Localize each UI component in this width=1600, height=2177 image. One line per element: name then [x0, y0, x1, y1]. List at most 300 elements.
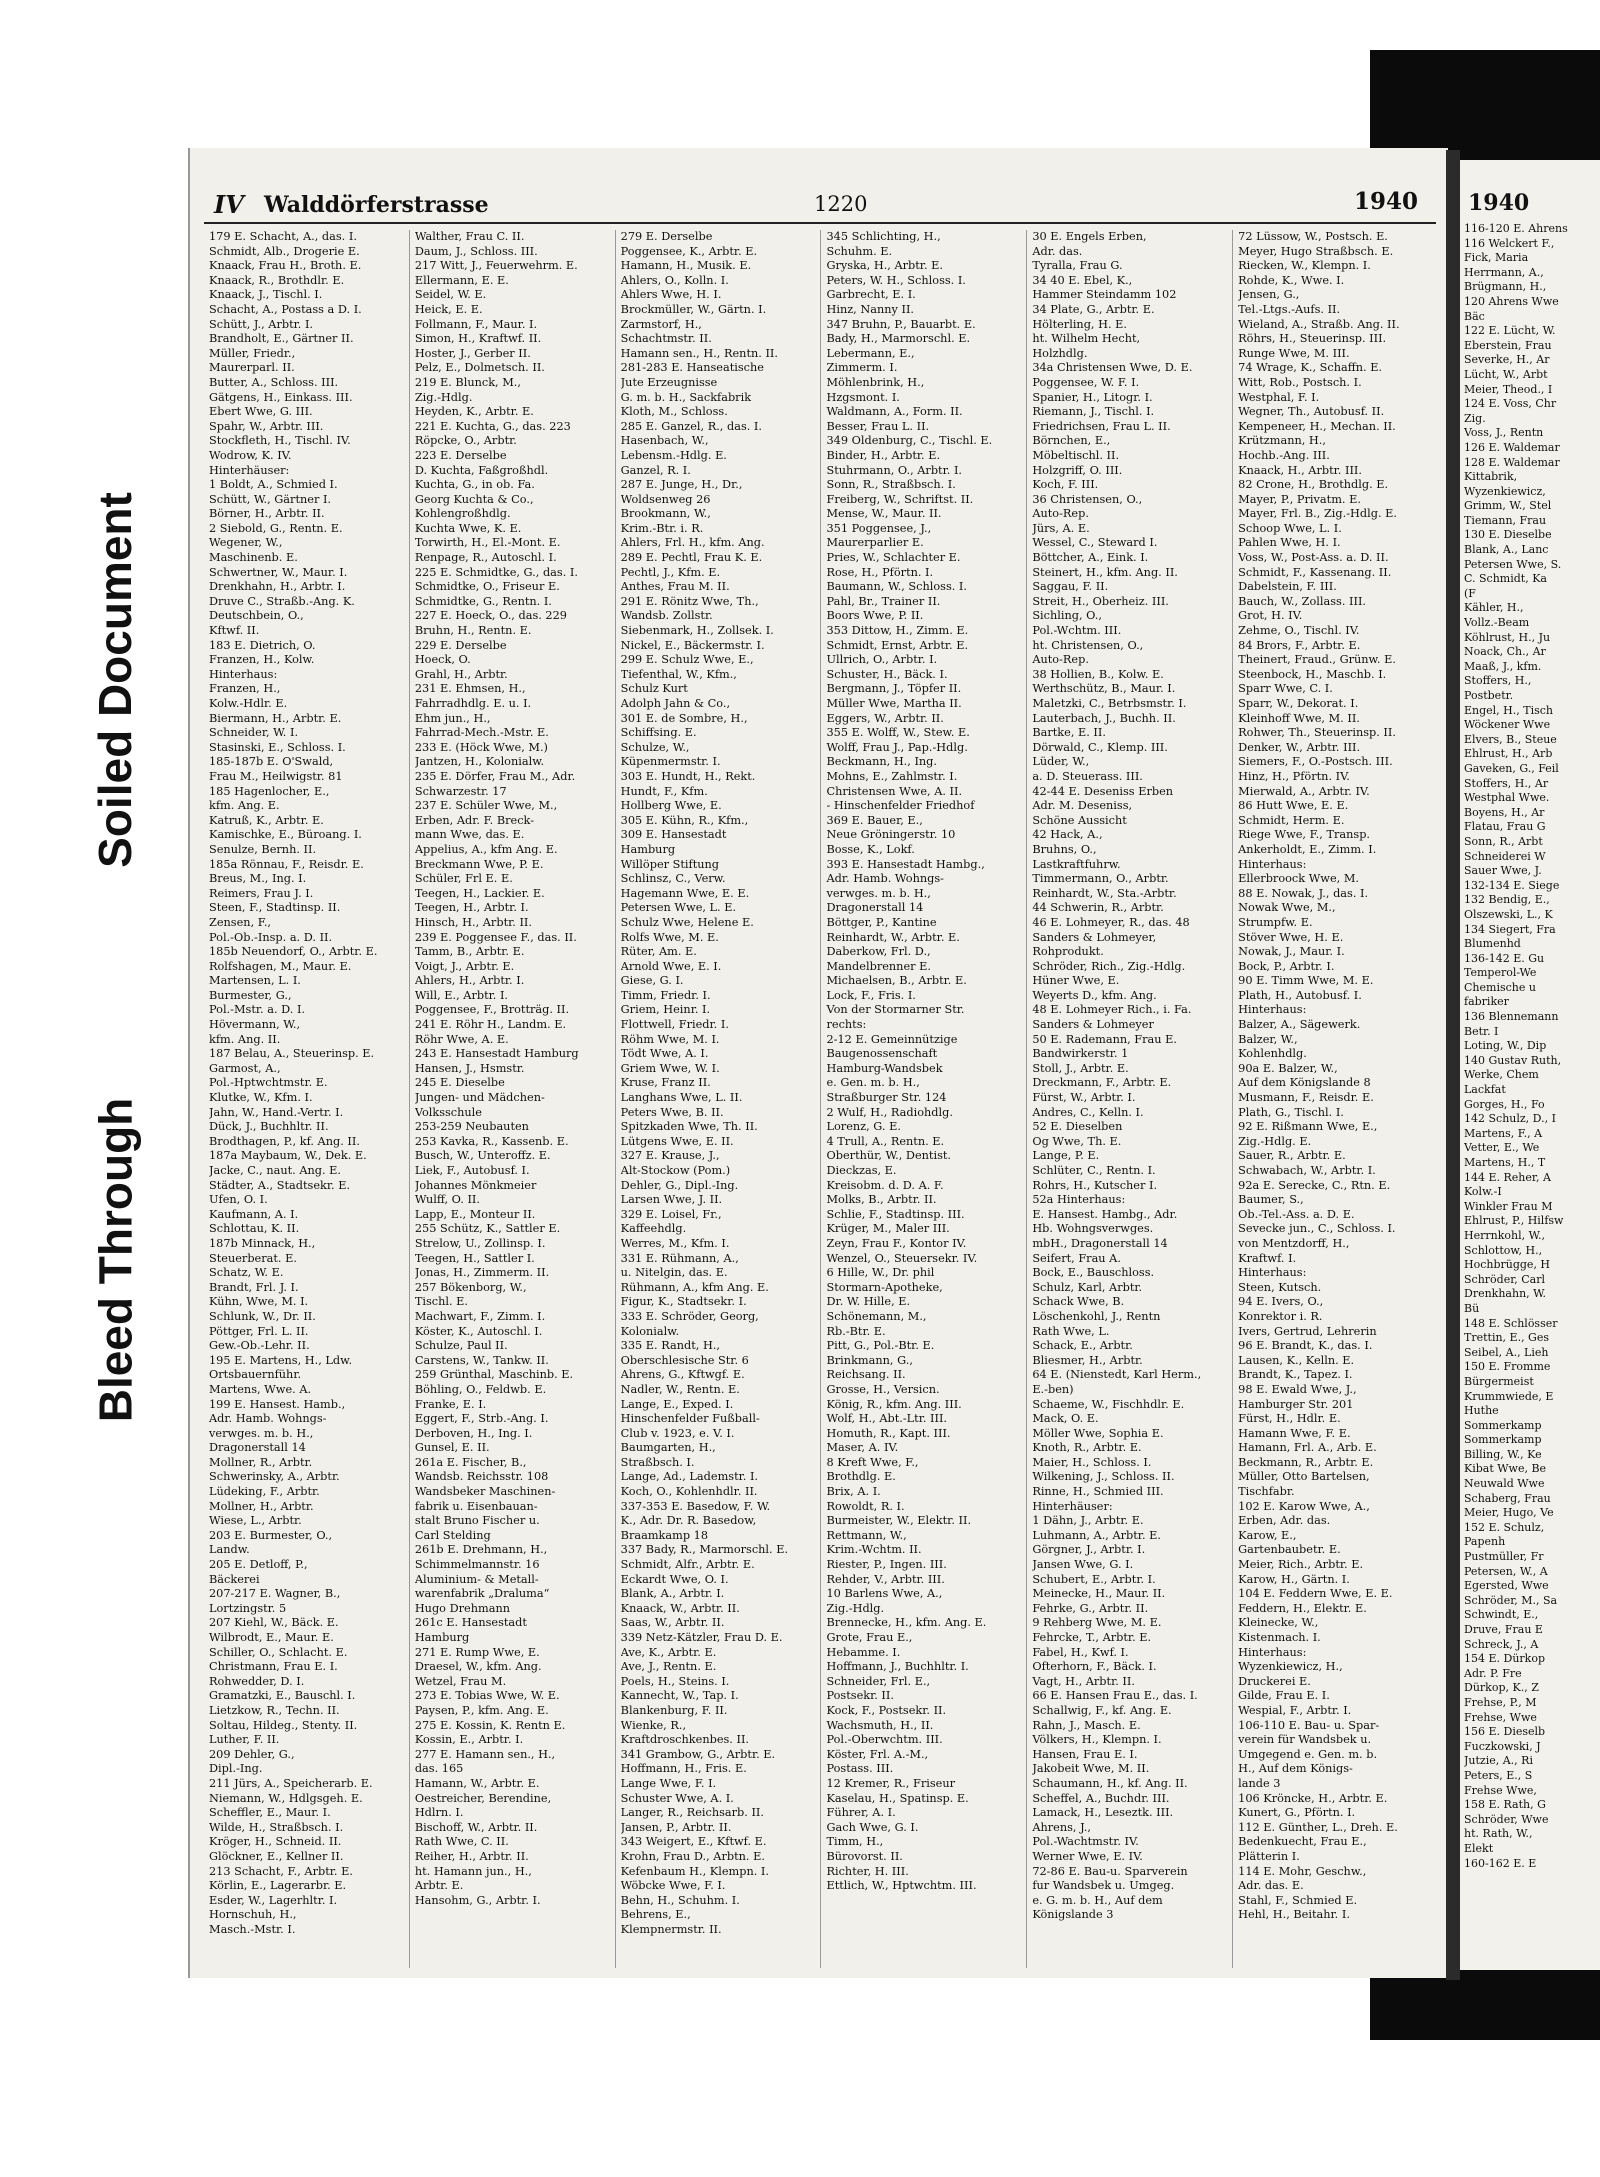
directory-entry: Kaselau, H., Spatinsp. E.: [826, 1791, 969, 1805]
directory-entry: Krohn, Frau D., Arbtn. E.: [620, 1849, 765, 1863]
directory-entry: Renpage, R., Autoschl. I.: [414, 551, 557, 565]
directory-entry: Wodrow, K. IV.: [209, 448, 292, 462]
directory-entry: Schlottau, K. II.: [209, 1222, 300, 1236]
directory-entry: 2 Siebold, G., Rentn. E.: [209, 521, 343, 535]
directory-entry: Knaack, Frau H., Broth. E.: [209, 259, 362, 273]
directory-entry: Schmidt, Alb., Drogerie E.: [209, 244, 360, 258]
directory-entry: Ave, K., Arbtr. E.: [620, 1645, 717, 1659]
directory-entry: Beckmann, H., Ing.: [826, 755, 938, 769]
directory-entry: 179 E. Schacht, A., das. I.: [209, 230, 357, 243]
directory-entry: Mack, O. E.: [1032, 1412, 1099, 1426]
directory-entry: Wiese, L., Arbtr.: [209, 1514, 302, 1528]
directory-entry: 227 E. Hoeck, O., das. 229: [414, 609, 567, 623]
directory-entry: Carstens, W., Tankw. II.: [414, 1353, 549, 1367]
directory-entry: Jonas, H., Zimmerm. II.: [414, 1266, 550, 1280]
adjacent-entry: Tiemann, Frau: [1464, 513, 1547, 527]
directory-entry: Auto-Rep.: [1032, 507, 1089, 521]
directory-entry: Erben, Adr. das.: [1238, 1514, 1331, 1528]
directory-entry: Hollberg Wwe, E.: [620, 799, 722, 813]
directory-entry: Schmidtke, O., Friseur E.: [414, 580, 560, 594]
adjacent-entry: 128 E. Waldemar: [1464, 455, 1560, 469]
address-column: [1027, 230, 1233, 1968]
directory-entry: Kftwf. II.: [209, 624, 260, 638]
columns-container: [204, 230, 1438, 1968]
adjacent-entry: Frehse, Wwe: [1464, 1710, 1537, 1724]
address-column: [616, 230, 822, 1968]
directory-entry: Körlin, E., Lagerarbr. E.: [209, 1879, 347, 1893]
directory-entry: Willöper Stiftung: [620, 857, 720, 871]
directory-entry: Hoeck, O.: [414, 653, 471, 667]
directory-entry: Maletzki, C., Betrbsmstr. I.: [1032, 697, 1187, 710]
directory-entry: Schütt, J., Arbtr. I.: [209, 317, 314, 331]
adjacent-entry: Wöckener Wwe: [1464, 718, 1551, 732]
directory-entry: Lauterbach, J., Buchh. II.: [1032, 711, 1176, 725]
directory-entry: 345 Schlichting, H.,: [826, 230, 941, 243]
directory-entry: Maurerparl. II.: [209, 361, 295, 375]
directory-entry: Erben, Adr. F. Breck-: [414, 813, 535, 827]
directory-entry: Grahl, H., Arbtr.: [414, 667, 508, 681]
directory-entry: Völkers, H., Klempn. I.: [1032, 1733, 1162, 1747]
directory-entry: Lorenz, G. E.: [826, 1120, 901, 1134]
directory-entry: Pol.-Ob.-Insp. a. D. II.: [209, 930, 333, 944]
directory-entry: Ahlers, H., Arbtr. I.: [414, 974, 525, 988]
directory-entry: Rb.-Btr. E.: [826, 1324, 886, 1338]
directory-entry: Schimmelmannstr. 16: [414, 1558, 540, 1572]
directory-entry: e. G. m. b. H., Auf dem: [1032, 1893, 1163, 1907]
directory-entry: Eggert, F., Strb.-Ang. I.: [414, 1412, 549, 1426]
directory-entry: Bergmann, J., Töpfer II.: [826, 682, 962, 696]
directory-entry: Tödt Wwe, A. I.: [620, 1047, 709, 1061]
directory-entry: Reiher, H., Arbtr. II.: [414, 1849, 529, 1863]
directory-entry: 92 E. Rißmann Wwe, E.,: [1238, 1120, 1378, 1134]
directory-entry: Strumpfw. E.: [1238, 915, 1313, 929]
directory-entry: Sichling, O.,: [1032, 609, 1102, 623]
directory-entry: 309 E. Hansestadt: [620, 828, 727, 842]
directory-entry: 349 Oldenburg, C., Tischl. E.: [826, 434, 993, 448]
directory-entry: Gach Wwe, G. I.: [826, 1820, 919, 1834]
directory-entry: Brockmüller, W., Gärtn. I.: [620, 302, 767, 316]
directory-entry: Derboven, H., Ing. I.: [414, 1426, 533, 1440]
directory-entry: Rolfs Wwe, M. E.: [620, 930, 719, 944]
directory-entry: Schack, E., Arbtr.: [1032, 1339, 1133, 1353]
directory-entry: Schönemann, M.,: [826, 1309, 927, 1323]
directory-entry: Hochb.-Ang. III.: [1238, 448, 1330, 462]
adjacent-entry: 124 E. Voss, Chr: [1464, 397, 1557, 411]
directory-entry: Kuchta Wwe, K. E.: [414, 521, 522, 535]
directory-entry: Knaack, J., Tischl. I.: [209, 288, 323, 302]
directory-entry: Meyer, Hugo Straßbsch. E.: [1238, 244, 1394, 258]
directory-entry: E.-ben): [1032, 1382, 1074, 1396]
adjacent-entry: Drenkhahn, W.: [1464, 1287, 1547, 1301]
directory-entry: Bartke, E. II.: [1032, 726, 1106, 740]
adjacent-entry: Betr. I: [1464, 1024, 1499, 1038]
directory-entry: Westphal, F. I.: [1238, 390, 1320, 404]
directory-entry: 74 Wrage, K., Schaffn. E.: [1238, 361, 1383, 375]
directory-entry: 331 E. Rühmann, A.,: [620, 1251, 739, 1265]
directory-entry: Schwerinsky, A., Arbtr.: [209, 1470, 340, 1484]
directory-entry: Möhlenbrink, H.,: [826, 375, 925, 389]
directory-entry: 393 E. Hansestadt Hambg.,: [826, 857, 985, 871]
directory-entry: 235 E. Dörfer, Frau M., Adr.: [414, 769, 576, 783]
directory-entry: Saas, W., Arbtr. II.: [620, 1616, 725, 1630]
directory-entry: a. D. Steuerass. III.: [1032, 769, 1143, 783]
directory-entry: Teegen, H., Sattler I.: [414, 1251, 535, 1265]
directory-entry: Og Wwe, Th. E.: [1032, 1134, 1122, 1148]
directory-entry: Pitt, G., Pol.-Btr. E.: [826, 1339, 935, 1353]
adjacent-entry: Papenh: [1464, 1535, 1506, 1549]
directory-entry: Ahrens, J.,: [1032, 1820, 1091, 1834]
directory-entry: Steenbock, H., Maschb. I.: [1238, 667, 1387, 681]
directory-entry: 6 Hille, W., Dr. phil: [826, 1266, 935, 1280]
directory-entry: Hinterhäuser:: [1032, 1499, 1113, 1513]
adjacent-entry: Lücht, W., Arbt: [1464, 367, 1548, 381]
directory-entry: Dragonerstall 14: [826, 901, 924, 915]
directory-entry: Holzgriff, O. III.: [1032, 463, 1123, 477]
directory-entry: Schmidt, Herm. E.: [1238, 813, 1345, 827]
directory-entry: Wegner, Th., Autobusf. II.: [1238, 405, 1385, 419]
directory-entry: Musmann, F., Reisdr. E.: [1238, 1091, 1374, 1105]
directory-entry: Spitzkaden Wwe, Th. II.: [620, 1120, 758, 1134]
directory-entry: Brandt, K., Tapez. I.: [1238, 1368, 1353, 1382]
directory-entry: Hansen, Frau E. I.: [1032, 1747, 1138, 1761]
address-column: [204, 230, 410, 1968]
directory-entry: Wyzenkiewicz, H.,: [1238, 1660, 1343, 1674]
directory-entry: Hamann sen., H., Rentn. II.: [620, 346, 778, 360]
directory-entry: Machwart, F., Zimm. I.: [414, 1309, 546, 1323]
adjacent-entry: Temperol-We: [1464, 966, 1537, 980]
directory-entry: Möller Wwe, Sophia E.: [1032, 1426, 1164, 1440]
directory-entry: 92a E. Serecke, C., Rtn. E.: [1238, 1178, 1391, 1192]
directory-entry: Burmester, G.,: [209, 988, 292, 1002]
directory-entry: Postass. III.: [826, 1762, 894, 1776]
directory-entry: Kaffeehdlg.: [620, 1222, 687, 1236]
directory-entry: Breus, M., Ing. I.: [209, 872, 307, 886]
directory-entry: Tel.-Ltgs.-Aufs. II.: [1238, 302, 1341, 316]
directory-entry: 341 Grambow, G., Arbtr. E.: [620, 1747, 776, 1761]
directory-entry: Giese, G. I.: [620, 974, 684, 988]
directory-entry: Schoop Wwe, L. I.: [1238, 521, 1342, 535]
directory-entry: Müller, Friedr.,: [209, 346, 296, 360]
directory-entry: Niemann, W., Hdlgsgeh. E.: [209, 1791, 363, 1805]
directory-entry: Kannecht, W., Tap. I.: [620, 1689, 739, 1703]
adjacent-entry: Fuczkowski, J: [1464, 1739, 1541, 1753]
directory-entry: 187a Maybaum, W., Dek. E.: [209, 1149, 367, 1163]
adjacent-entry: Zig.: [1464, 411, 1486, 425]
directory-entry: Butter, A., Schloss. III.: [209, 375, 339, 389]
adjacent-entry: 132-134 E. Siege: [1464, 878, 1560, 892]
directory-entry: Hinschenfelder Fußball-: [620, 1412, 760, 1426]
directory-entry: Werthschütz, B., Maur. I.: [1032, 682, 1176, 696]
directory-entry: Petersen Wwe, L. E.: [620, 901, 737, 915]
adjacent-entry: Schreck, J., A: [1464, 1637, 1539, 1651]
directory-entry: Friedrichsen, Frau L. II.: [1032, 419, 1171, 433]
directory-entry: Steinert, H., kfm. Ang. II.: [1032, 565, 1178, 579]
adjacent-entry: (F: [1464, 586, 1476, 600]
directory-entry: Hansen, J., Hsmstr.: [414, 1061, 525, 1075]
directory-entry: Ebert Wwe, G. III.: [209, 405, 313, 419]
adjacent-entry: Schröder, Carl: [1464, 1272, 1546, 1286]
directory-entry: das. 165: [414, 1762, 464, 1776]
directory-entry: Andres, C., Kelln. I.: [1032, 1105, 1144, 1119]
directory-entry: Hoffmann, H., Fris. E.: [620, 1762, 747, 1776]
directory-entry: Hinz, H., Pförtn. IV.: [1238, 769, 1350, 783]
directory-entry: Wetzel, Frau M.: [414, 1674, 507, 1688]
adjacent-entry: Gaveken, G., Feil: [1464, 761, 1559, 775]
adjacent-entry: Fick, Maria: [1464, 251, 1529, 265]
adjacent-entry: Köhlrust, H., Ju: [1464, 630, 1551, 644]
directory-entry: 90a E. Balzer, W.,: [1238, 1061, 1338, 1075]
directory-entry: 46 E. Lohmeyer, R., das. 48: [1032, 915, 1190, 929]
directory-entry: Bedenkuecht, Frau E.,: [1238, 1835, 1367, 1849]
directory-entry: 347 Bruhn, P., Bauarbt. E.: [826, 317, 976, 331]
directory-entry: Ganzel, R. I.: [620, 463, 691, 477]
directory-entry: Böhling, O., Feldwb. E.: [414, 1382, 547, 1396]
directory-entry: Wachsmuth, H., II.: [826, 1718, 934, 1732]
directory-entry: Daum, J., Schloss. III.: [414, 244, 538, 258]
directory-entry: Schulz Wwe, Helene E.: [620, 915, 754, 929]
directory-entry: 84 Brors, F., Arbtr. E.: [1238, 638, 1361, 652]
directory-entry: Schneider, W. I.: [209, 726, 299, 740]
directory-entry: Meinecke, H., Maur. II.: [1032, 1587, 1166, 1601]
directory-entry: Wandsb. Zollstr.: [620, 609, 713, 623]
directory-entry: Böttcher, A., Eink. I.: [1032, 551, 1149, 565]
adjacent-entry: Grimm, W., Stel: [1464, 499, 1552, 513]
directory-entry: Adr. Hamb. Wohngs-: [209, 1412, 327, 1426]
directory-entry: Holzhdlg.: [1032, 346, 1088, 360]
directory-entry: Maschinenb. E.: [209, 551, 298, 565]
directory-entry: Maser, A. IV.: [826, 1441, 899, 1455]
directory-entry: 102 E. Karow Wwe, A.,: [1238, 1499, 1370, 1513]
directory-entry: Brothdlg. E.: [826, 1470, 896, 1484]
directory-entry: Nowak, J., Maur. I.: [1238, 945, 1345, 959]
directory-entry: Knaack, R., Brothdlr. E.: [209, 273, 345, 287]
adjacent-entry: 132 Bendig, E.,: [1464, 893, 1550, 907]
directory-entry: Luther, F. II.: [209, 1733, 280, 1747]
directory-entry: Ob.-Tel.-Ass. a. D. E.: [1238, 1207, 1355, 1221]
adjacent-entry: 148 E. Schlösser: [1464, 1316, 1558, 1330]
directory-entry: 329 E. Loisel, Fr.,: [620, 1207, 722, 1221]
directory-entry: Rinne, H., Schmied III.: [1032, 1485, 1164, 1499]
directory-entry: 291 E. Rönitz Wwe, Th.,: [620, 594, 759, 608]
directory-entry: Schwarzestr. 17: [414, 784, 507, 798]
directory-entry: Ehm jun., H.,: [414, 711, 491, 725]
directory-entry: Mollner, R., Arbtr.: [209, 1455, 313, 1469]
directory-entry: Gartenbaubetr. E.: [1238, 1543, 1341, 1557]
directory-entry: Ellermann, E. E.: [414, 273, 509, 287]
directory-entry: Deutschbein, O.,: [209, 609, 304, 623]
directory-entry: Kraftdroschkenbes. II.: [620, 1733, 750, 1747]
directory-entry: Dieckzas, E.: [826, 1164, 897, 1177]
directory-entry: Wilde, H., Straßbsch. I.: [209, 1820, 344, 1834]
directory-entry: Hinterhaus:: [1238, 1003, 1307, 1017]
directory-entry: 187b Minnack, H.,: [209, 1236, 316, 1250]
directory-entry: Wolf, H., Abt.-Ltr. III.: [826, 1412, 948, 1426]
adjacent-entry: 156 E. Dieselb: [1464, 1725, 1546, 1739]
directory-entry: Draesel, W., kfm. Ang.: [414, 1660, 542, 1674]
directory-entry: Dehler, G., Dipl.-Ing.: [620, 1178, 739, 1192]
directory-entry: Teegen, H., Arbtr. I.: [414, 901, 529, 915]
directory-entry: 1 Dähn, J., Arbtr. E.: [1032, 1514, 1144, 1528]
directory-entry: Poels, H., Steins. I.: [620, 1674, 730, 1688]
directory-entry: Paysen, P., kfm. Ang. E.: [414, 1703, 549, 1717]
directory-entry: 185a Rönnau, F., Reisdr. E.: [209, 857, 364, 871]
directory-entry: Röhrs, H., Steuerinsp. III.: [1238, 332, 1387, 346]
directory-entry: Lamack, H., Leseztk. III.: [1032, 1806, 1174, 1820]
adjacent-entry: 142 Schulz, D., I: [1464, 1112, 1556, 1126]
directory-entry: Gryska, H., Arbtr. E.: [826, 259, 943, 273]
directory-entry: Arbtr. E.: [414, 1879, 464, 1893]
directory-entry: Brodthagen, P., kf. Ang. II.: [209, 1134, 360, 1148]
adjacent-entry: Gorges, H., Fo: [1464, 1097, 1545, 1111]
directory-entry: Christensen Wwe, A. II.: [826, 784, 963, 798]
directory-entry: 2 Wulf, H., Radiohdlg.: [826, 1105, 953, 1119]
adjacent-entry: Schneiderei W: [1464, 849, 1546, 863]
directory-entry: Brinkmann, G.,: [826, 1353, 913, 1367]
directory-entry: Hebamme. I.: [826, 1645, 901, 1659]
directory-entry: Heyden, K., Arbtr. E.: [414, 405, 534, 419]
directory-entry: Karow, H., Gärtn. I.: [1238, 1572, 1350, 1586]
directory-entry: Gunsel, E. II.: [414, 1441, 490, 1455]
adjacent-entry: Vollz.-Beam: [1464, 616, 1530, 630]
directory-entry: Kaufmann, A. I.: [209, 1207, 299, 1221]
directory-entry: Führer, A. I.: [826, 1806, 896, 1820]
directory-entry: Tyralla, Frau G.: [1032, 259, 1123, 273]
directory-entry: Flottwell, Friedr. I.: [620, 1018, 729, 1032]
directory-entry: ht. Christensen, O.,: [1032, 638, 1144, 652]
directory-entry: Wenzel, O., Steuersekr. IV.: [826, 1251, 978, 1265]
directory-entry: Sonn, R., Straßbsch. I.: [826, 478, 956, 492]
directory-entry: Ahlers Wwe, H. I.: [620, 288, 722, 302]
directory-entry: 34 Plate, G., Arbtr. E.: [1032, 302, 1155, 316]
directory-entry: Stuhrmann, O., Arbtr. I.: [826, 463, 962, 477]
directory-entry: Woldsenweg 26: [620, 492, 711, 506]
adjacent-entry: Bürgermeist: [1464, 1374, 1534, 1388]
directory-entry: Simon, H., Kraftwf. II.: [414, 332, 542, 346]
directory-entry: Stöver Wwe, H. E.: [1238, 930, 1344, 944]
adjacent-entry: Voss, J., Rentn: [1464, 426, 1544, 440]
directory-entry: Hasenbach, W.,: [620, 434, 709, 448]
adjacent-entry: Druve, Frau E: [1464, 1623, 1543, 1636]
directory-entry: Sparr, W., Dekorat. I.: [1238, 697, 1359, 710]
directory-entry: Masch.-Mstr. I.: [209, 1922, 296, 1936]
directory-entry: Garmost, A.,: [209, 1061, 281, 1075]
directory-entry: Homuth, R., Kapt. III.: [826, 1426, 951, 1440]
directory-entry: Franzen, H.,: [209, 682, 281, 696]
directory-entry: Hamburg: [414, 1631, 470, 1644]
directory-entry: Stahl, F., Schmied E.: [1238, 1893, 1358, 1907]
directory-entry: Mohns, E., Zahlmstr. I.: [826, 769, 958, 783]
directory-entry: 333 E. Schröder, Georg,: [620, 1309, 759, 1323]
directory-entry: Bliesmer, H., Arbtr.: [1032, 1353, 1143, 1367]
directory-entry: Schmidt, F., Kassenang. II.: [1238, 565, 1392, 579]
directory-entry: Hüner Wwe, E.: [1032, 974, 1120, 988]
directory-entry: Schwertner, W., Maur. I.: [209, 565, 348, 579]
directory-entry: 207 Kiehl, W., Bäck. E.: [209, 1616, 339, 1630]
directory-entry: Schlie, F., Stadtinsp. III.: [826, 1207, 965, 1221]
directory-entry: Zehme, O., Tischl. IV.: [1238, 624, 1360, 638]
directory-entry: Konrektor i. R.: [1238, 1309, 1323, 1323]
directory-entry: Sanders & Lohmeyer,: [1032, 930, 1157, 944]
directory-entry: Grote, Frau E.,: [826, 1631, 913, 1644]
directory-entry: warenfabrik „Draluma“: [414, 1587, 550, 1601]
directory-entry: Schacht, A., Postass a D. I.: [209, 302, 362, 316]
directory-entry: Reinhardt, W., Sta.-Arbtr.: [1032, 886, 1177, 900]
directory-entry: Küpenmermstr. I.: [620, 755, 721, 769]
directory-entry: Bock, P., Arbtr. I.: [1238, 959, 1335, 973]
directory-entry: Müller, Otto Bartelsen,: [1238, 1470, 1370, 1484]
directory-entry: Bruhn, H., Rentn. E.: [414, 624, 532, 638]
directory-entry: 52a Hinterhaus:: [1032, 1193, 1126, 1207]
directory-entry: Strelow, U., Zollinsp. I.: [414, 1236, 546, 1250]
adjacent-entry: Postbetr.: [1464, 689, 1514, 702]
directory-entry: Krüger, M., Maler III.: [826, 1222, 950, 1236]
adjacent-entry: Hochbrügge, H: [1464, 1258, 1551, 1272]
directory-entry: Hugo Drehmann: [414, 1601, 510, 1615]
directory-entry: Schallwig, F., kf. Ang. E.: [1032, 1703, 1172, 1717]
directory-entry: 223 E. Derselbe: [414, 448, 507, 462]
directory-entry: Oberschlesische Str. 6: [620, 1353, 749, 1367]
directory-entry: Braamkamp 18: [620, 1528, 709, 1542]
adjacent-entry: 122 E. Lücht, W.: [1464, 324, 1556, 338]
directory-entry: Schubert, E., Arbtr. I.: [1032, 1572, 1156, 1586]
directory-entry: mbH., Dragonerstall 14: [1032, 1236, 1168, 1250]
directory-entry: Druckerei E.: [1238, 1674, 1311, 1688]
adjacent-entry: Kibat Wwe, Be: [1464, 1462, 1547, 1476]
directory-entry: K., Adr. Dr. R. Basedow,: [620, 1514, 757, 1528]
directory-entry: Köster, Frl. A.-M.,: [826, 1747, 929, 1761]
directory-entry: 4 Trull, A., Rentn. E.: [826, 1134, 945, 1148]
directory-entry: Werres, M., Kfm. I.: [620, 1236, 730, 1250]
directory-entry: Röhr Wwe, A. E.: [414, 1032, 509, 1046]
directory-entry: Mierwald, A., Arbtr. IV.: [1238, 784, 1370, 798]
directory-entry: Jahn, W., Hand.-Vertr. I.: [209, 1105, 344, 1119]
directory-entry: 243 E. Hansestadt Hamburg: [414, 1047, 579, 1061]
directory-entry: Jürs, A. E.: [1032, 521, 1090, 535]
directory-entry: Griem, Heinr. I.: [620, 1003, 711, 1017]
adjacent-entry: Kähler, H.,: [1464, 601, 1524, 615]
directory-entry: 245 E. Dieselbe: [414, 1076, 505, 1090]
directory-entry: Fabel, H., Kwf. I.: [1032, 1645, 1129, 1659]
directory-entry: Baugenossenschaft: [826, 1047, 938, 1061]
directory-entry: Blank, A., Arbtr. I.: [620, 1587, 725, 1601]
directory-entry: Boors Wwe, P. II.: [826, 609, 924, 623]
directory-entry: Adr. Hamb. Wohngs-: [826, 872, 944, 886]
directory-entry: Sauer, R., Arbtr. E.: [1238, 1149, 1346, 1163]
directory-entry: Kreisobm. d. D. A. F.: [826, 1178, 944, 1192]
directory-entry: rechts:: [826, 1018, 867, 1032]
directory-entry: Volksschule: [414, 1105, 482, 1119]
directory-entry: Wandsb. Reichsstr. 108: [414, 1470, 549, 1484]
directory-entry: 253-259 Neubauten: [414, 1120, 529, 1134]
directory-entry: Kolw.-Hdlr. E.: [209, 697, 288, 710]
directory-entry: Appelius, A., kfm Ang. E.: [414, 842, 558, 856]
directory-entry: 104 E. Feddern Wwe, E. E.: [1238, 1587, 1393, 1601]
directory-entry: 231 E. Ehmsen, H.,: [414, 682, 526, 696]
directory-entry: Ettlich, W., Hptwchtm. III.: [826, 1879, 977, 1893]
adjacent-page-list: [1464, 222, 1600, 1871]
directory-entry: 199 E. Hansest. Hamb.,: [209, 1397, 346, 1411]
directory-entry: Scheffler, E., Maur. I.: [209, 1806, 331, 1820]
directory-entry: Brix, A. I.: [826, 1485, 881, 1499]
directory-entry: 2-12 E. Gemeinnützige: [826, 1032, 958, 1046]
directory-entry: kfm. Ang. II.: [209, 1032, 281, 1046]
directory-entry: Hövermann, W.,: [209, 1018, 301, 1032]
directory-entry: Hamann, Frl. A., Arb. E.: [1238, 1441, 1377, 1455]
directory-entry: 229 E. Derselbe: [414, 638, 507, 652]
directory-entry: Frau M., Heilwigstr. 81: [209, 769, 343, 783]
directory-entry: Nowak Wwe, M.,: [1238, 901, 1336, 915]
directory-entry: Seidel, W. E.: [414, 288, 487, 302]
